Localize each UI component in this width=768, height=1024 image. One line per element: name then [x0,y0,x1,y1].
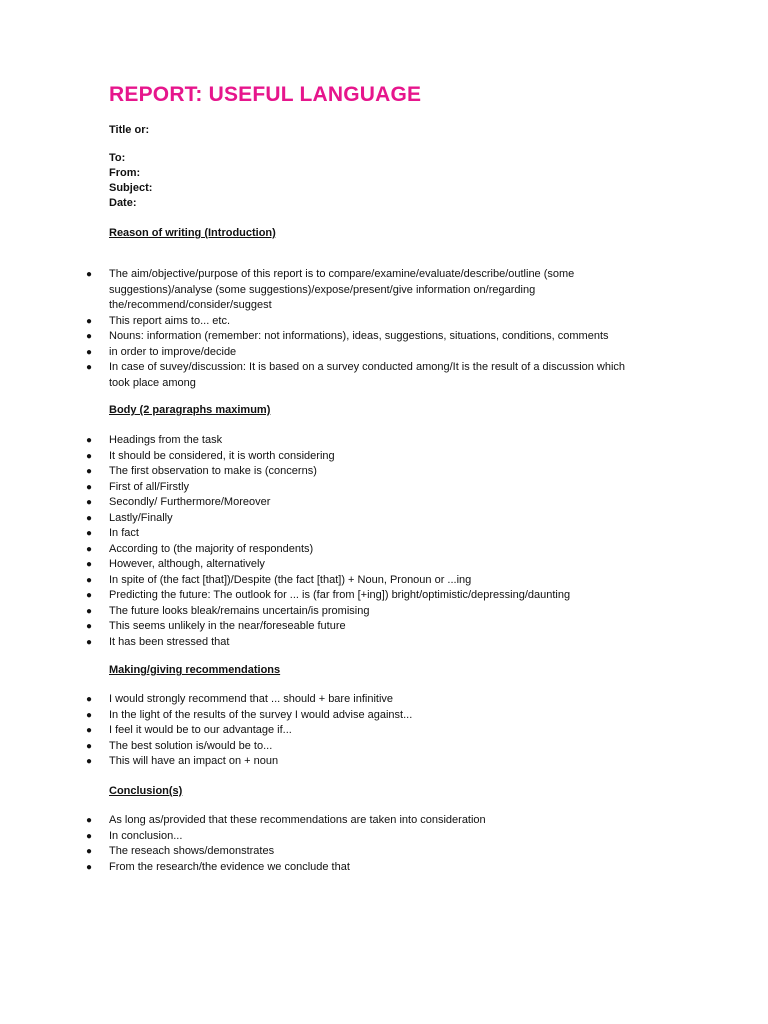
list-item [0,635,639,651]
bullet-icon: ● [86,605,93,617]
list-item-text: I feel it would be to our advantage if... [109,724,292,736]
recommendations-heading: Making/giving recommendations [109,664,281,676]
recommendations-list [0,692,639,770]
list-item [0,708,639,724]
list-item [0,604,639,620]
list-item-text: The reseach shows/demonstrates [109,845,275,857]
bullet-icon: ● [86,450,93,462]
list-item-text: In case of suvey/discussion: It is based on a survey conducted among/It is the result of a discussion which took place among [109,361,626,389]
bullet-icon: ● [86,725,93,736]
list-item-text: Headings from the task [109,434,223,446]
list-item-text: First of all/Firstly [109,480,190,493]
list-item-text: From the research/the evidence we conclude that [109,860,350,873]
list-item-text: Nouns: information (remember: not informations), ideas, suggestions, situations, conditions, comments [109,330,609,342]
list-item [0,526,639,542]
date-field-label: Date: [109,197,137,209]
list-item [0,573,639,589]
list-item [0,267,639,314]
body-heading: Body (2 paragraphs maximum) [109,404,271,416]
list-item [0,511,639,527]
list-item [0,723,639,739]
bullet-icon: ● [86,861,93,873]
list-item-text: In fact [109,527,139,539]
list-item [0,433,639,449]
bullet-icon: ● [86,559,93,570]
bullet-icon: ● [86,512,93,524]
list-item-text: Secondly/ Furthermore/Moreover [109,496,271,508]
bullet-icon: ● [86,830,93,842]
conclusion-heading: Conclusion(s) [109,785,183,797]
bullet-icon: ● [86,709,93,721]
bullet-icon: ● [86,497,93,508]
list-item [0,829,639,845]
list-item [0,314,639,330]
list-item [0,449,639,465]
bullet-icon: ● [86,815,93,826]
list-item [0,542,639,558]
bullet-icon: ● [86,846,93,857]
bullet-icon: ● [86,756,93,767]
list-item-text: In the light of the results of the survey I would advise against... [109,708,413,721]
list-item-text: I would strongly recommend that ... should + bare infinitive [109,693,394,705]
bullet-icon: ● [86,694,93,705]
bullet-icon: ● [86,269,93,280]
list-item-text: In spite of (the fact [that])/Despite (the fact [that]) + Noun, Pronoun or ...ing [109,573,472,586]
list-item-text: The first observation to make is (concerns) [109,465,317,477]
list-item [0,813,639,829]
intro-list [0,267,639,391]
list-item-text: As long as/provided that these recommendations are taken into consideration [109,814,486,826]
list-item [0,557,639,573]
document-title: REPORT: USEFUL LANGUAGE [109,83,422,106]
list-item [0,480,639,496]
body-list [0,433,639,650]
list-item-text: This will have an impact on + noun [109,755,279,767]
bullet-icon: ● [86,331,93,342]
list-item-text: It has been stressed that [109,635,230,648]
list-item-text: The best solution is/would be to... [109,739,273,752]
list-item-text: It should be considered, it is worth considering [109,449,335,462]
list-item-text: Lastly/Finally [109,511,173,524]
bullet-icon: ● [86,315,93,327]
list-item-text: In conclusion... [109,829,183,842]
list-item-text: The future looks bleak/remains uncertain/is promising [109,604,370,617]
list-item [0,329,639,345]
list-item [0,495,639,511]
conclusion-list [0,813,639,875]
from-field-label: From: [109,167,141,179]
list-item-text: However, although, alternatively [109,558,265,570]
list-item-text: The aim/objective/purpose of this report is to compare/examine/evaluate/describe/outline (some suggestions)/analyse (some suggestions)/expose/present/give information on/regarding the/recommend/consider/suggest [109,268,575,311]
to-field-label: To: [109,152,126,164]
list-item-text: Predicting the future: The outlook for ... is (far from [+ing]) bright/optimistic/depressing/daunting [109,589,571,601]
bullet-icon: ● [86,346,93,358]
list-item-text: According to (the majority of respondents) [109,542,314,555]
bullet-icon: ● [86,590,93,601]
list-item [0,860,639,876]
list-item [0,692,639,708]
list-item [0,739,639,755]
bullet-icon: ● [86,362,93,373]
list-item [0,345,639,361]
title-or-label: Title or: [109,124,150,136]
bullet-icon: ● [86,528,93,539]
bullet-icon: ● [86,636,93,648]
list-item [0,360,639,391]
memo-header-fields [109,151,152,211]
list-item-text: This seems unlikely in the near/foreseable future [109,620,346,632]
bullet-icon: ● [86,543,93,555]
bullet-icon: ● [86,481,93,493]
list-item [0,754,639,770]
bullet-icon: ● [86,435,93,446]
list-item [0,619,639,635]
bullet-icon: ● [86,621,93,632]
bullet-icon: ● [86,574,93,586]
list-item-text: in order to improve/decide [109,345,237,358]
list-item-text: This report aims to... etc. [109,314,231,327]
subject-field-label: Subject: [109,182,153,194]
list-item [0,844,639,860]
list-item [0,464,639,480]
bullet-icon: ● [86,740,93,752]
list-item [0,588,639,604]
intro-heading: Reason of writing (Introduction) [109,227,276,239]
bullet-icon: ● [86,466,93,477]
